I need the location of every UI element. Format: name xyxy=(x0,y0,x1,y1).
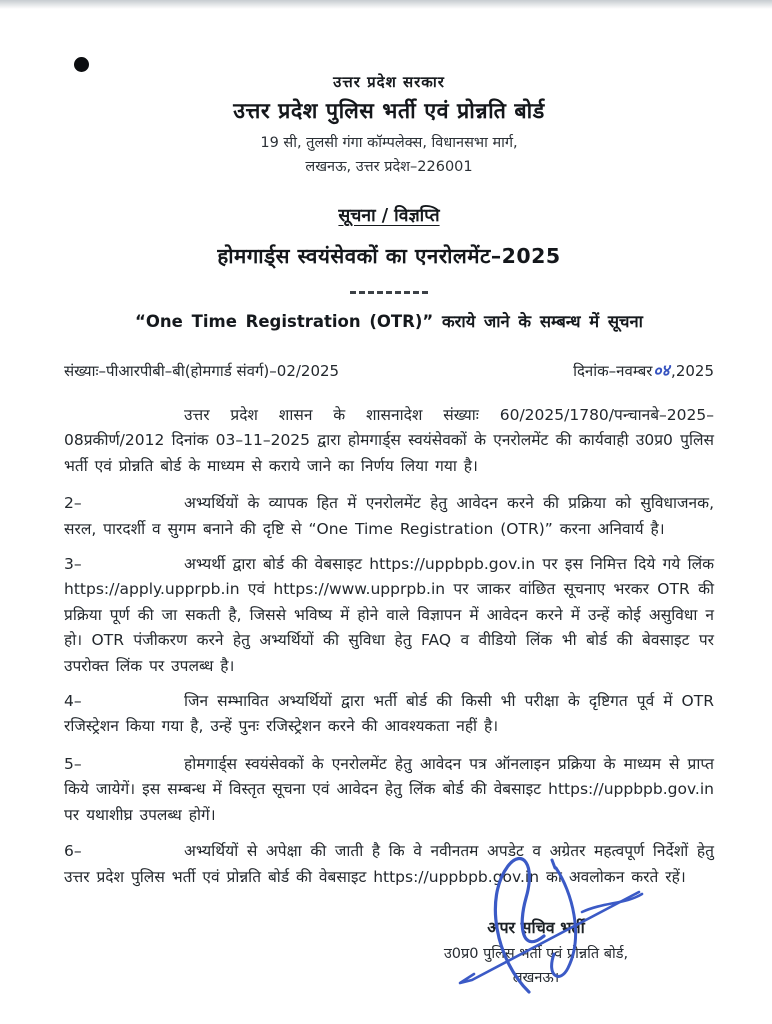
reference-number: संख्याः–पीआरपीबी–बी(होमगार्ड संवर्ग)–02/2025 xyxy=(64,362,340,380)
signatory-organisation: उ0प्र0 पुलिस भर्ती एवं प्रोन्नति बोर्ड, xyxy=(443,945,629,962)
date-handwritten-digits: ०४ xyxy=(652,360,671,381)
paragraph-5-text: होमगार्ड्स स्वयंसेवकों के एनरोलमेंट हेतु आवेदन पत्र ऑनलाइन प्रक्रिया के माध्यम से प्राप्त किये जायेगें। इस सम्बन्ध में विस्तृत सूचना एवं आवेदन हेतु लिंक बोर्ड की वेबसाइट https://uppbpb.gov.in पर यथाशीघ्र उपलब्ध होगें। xyxy=(64,754,714,824)
paragraph-4 xyxy=(64,689,714,740)
notice-type-heading: सूचना / विज्ञप्ति xyxy=(338,206,440,226)
paragraph-6-number: 6– xyxy=(64,842,82,861)
main-title: होमगार्ड्स स्वयंसेवकों का एनरोलमेंट–2025 xyxy=(217,244,561,268)
address-line-1: 19 सी, तुलसी गंगा कॉम्पलेक्स, विधानसभा मार्ग, xyxy=(260,135,518,151)
signature-block xyxy=(376,916,696,987)
date-prefix: दिनांक–नवम्बर xyxy=(573,362,653,380)
punch-hole-dot xyxy=(74,57,89,72)
paragraph-6-text: अभ्यर्थियों से अपेक्षा की जाती है कि वे नवीनतम अपडेट व अग्रेतर महत्वपूर्ण निर्देशों हेतु उत्तर प्रदेश पुलिस भर्ती एवं प्रोन्नति बोर्ड की वेबसाइट https://uppbpb.gov.in का अवलोकन करते रहें। xyxy=(64,842,714,886)
paragraph-2-text: अभ्यर्थियों के व्यापक हित में एनरोलमेंट हेतु आवेदन करने की प्रक्रिया को सुविधाजनक, सरल, पारदर्शी व सुगम बनाने की दृष्टि से “One Time Registration (OTR)” करना अनिवार्य है। xyxy=(64,494,714,538)
paragraph-3 xyxy=(64,552,714,679)
paragraph-4-number: 4– xyxy=(64,692,82,711)
paragraph-1 xyxy=(64,403,714,479)
address-line-2: लखनऊ, उत्तर प्रदेश–226001 xyxy=(305,159,473,175)
paragraph-6 xyxy=(64,839,714,890)
paragraph-3-number: 3– xyxy=(64,555,82,574)
board-name: उत्तर प्रदेश पुलिस भर्ती एवं प्रोन्नति बोर्ड xyxy=(233,99,545,124)
paragraph-2 xyxy=(64,491,714,542)
signatory-place: लखनऊ। xyxy=(512,969,560,986)
government-line: उत्तर प्रदेश सरकार xyxy=(333,73,445,91)
paragraph-4-text: जिन सम्भावित अभ्यर्थियों द्वारा भर्ती बोर्ड की किसी भी परीक्षा के दृष्टिगत पूर्व में OTR रजिस्ट्रेशन किया गया है, उन्हें पुनः रजिस्ट्रेशन करने की आवश्यकता नहीं है। xyxy=(64,692,714,736)
dash-divider xyxy=(350,291,428,294)
reference-and-date-row xyxy=(64,359,714,381)
scan-top-shadow xyxy=(0,0,772,9)
paragraph-2-number: 2– xyxy=(64,494,82,513)
paragraph-5 xyxy=(64,752,714,828)
date-line xyxy=(573,359,714,381)
signatory-designation: अपर सचिव भर्ती xyxy=(487,917,585,937)
date-suffix: ,2025 xyxy=(671,362,714,380)
paragraph-3-text: अभ्यर्थी द्वारा बोर्ड की वेबसाइट https://uppbpb.gov.in पर इस निमित्त दिये गये लिंक https://apply.upprpb.in एवं https://www.upprpb.in पर जाकर वांछित सूचनाए भरकर OTR की प्रक्रिया पूर्ण की जा सकती है, जिससे भविष्य में होने वाले विज्ञापन में आवेदन करने में उन्हें कोई असुविधा न हो। OTR पंजीकरण करने हेतु अभ्यर्थियों की सुविधा हेतु FAQ व वीडियो लिंक भी बोर्ड की बेवसाइट पर उपरोक्त लिंक पर उपलब्ध है। xyxy=(64,555,714,675)
subject-line: “One Time Registration (OTR)” कराये जाने के सम्बन्ध में सूचना xyxy=(135,312,643,331)
paragraph-5-number: 5– xyxy=(64,754,82,773)
paragraph-1-text: उत्तर प्रदेश शासन के शासनादेश संख्याः 60/2025/1780/पन्चानबे–2025–08प्रकीर्ण/2012 दिनांक 03–11–2025 द्वारा होमगार्ड्स स्वयंसेवकों के एनरोलमेंट की कार्यवाही उ0प्र0 पुलिस भर्ती एवं प्रोन्नति बोर्ड के माध्यम से कराये जाने का निर्णय लिया गया है। xyxy=(64,406,714,475)
